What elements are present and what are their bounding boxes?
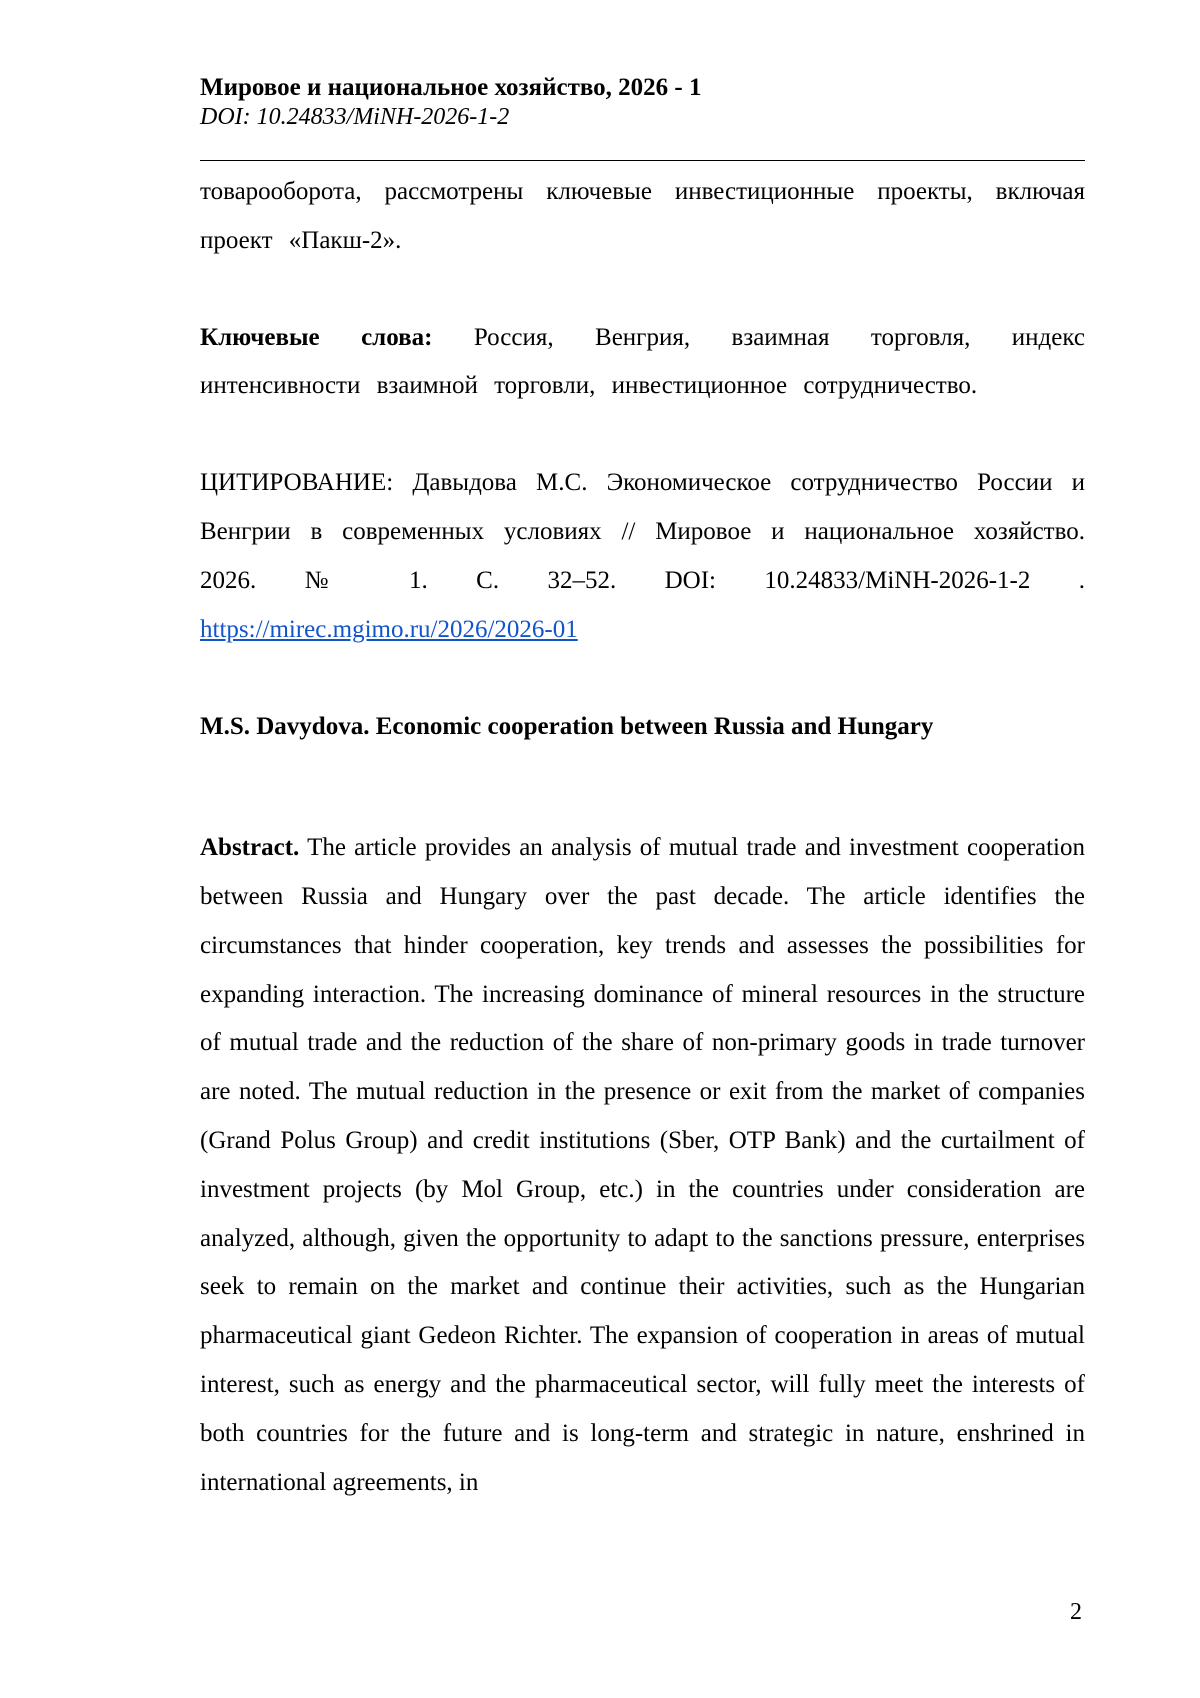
keywords-text: Россия, Венгрия, взаимная торговля, индекс интенсивности взаимной торговли, инвестиционное сотрудничество. bbox=[200, 323, 1085, 400]
keywords-label: Ключевые слова: bbox=[200, 323, 433, 351]
citation-text: ЦИТИРОВАНИЕ: Давыдова М.С. Экономическое сотрудничество России и Венгрии в современных условиях // Мировое и национальное хозяйство. 2026. № 1. С. 32–52. DOI: 10.24833/MiNH-2026-1-2 . bbox=[200, 469, 1085, 594]
abstract-text: The article provides an analysis of mutual trade and investment cooperation between Russia and Hungary over the past decade. The article identifies the circumstances that hinder cooperation, key trends and assesses the possibilities for expanding interaction. The increasing dominance of mineral resources in the structure of mutual trade and the reduction of the share of non-primary goods in trade turnover are noted. The mutual reduction in the presence or exit from the market of companies (Grand Polus Group) and credit institutions (Sber, OTP Bank) and the curtailment of investment projects (by Mol Group, etc.) in the countries under consideration are analyzed, although, given the opportunity to adapt to the sanctions pressure, enterprises seek to remain on the market and continue their activities, such as the Hungarian pharmaceutical giant Gedeon Richter. The expansion of cooperation in areas of mutual interest, such as energy and the pharmaceutical sector, will fully meet the interests of both countries for the future and is long-term and strategic in nature, enshrined in international agreements, in bbox=[200, 834, 1085, 1496]
citation bbox=[200, 459, 1085, 654]
abstract-label: Abstract. bbox=[200, 834, 300, 862]
english-article-title: M.S. Davydova. Economic cooperation between Russia and Hungary bbox=[200, 713, 934, 741]
spacer bbox=[200, 411, 1085, 459]
spacer bbox=[200, 752, 1085, 824]
spacer bbox=[200, 654, 1085, 703]
abstract-ru-continuation: товарооборота, рассмотрены ключевые инвестиционные проекты, включая проект «Пакш-2». bbox=[200, 178, 1085, 254]
abstract-en bbox=[200, 824, 1085, 1507]
keywords-ru bbox=[200, 314, 1085, 412]
page-number: 2 bbox=[1070, 1599, 1082, 1625]
page-header bbox=[200, 73, 1085, 131]
citation-link[interactable]: https://mirec.mgimo.ru/2026/2026-01 bbox=[200, 615, 578, 643]
journal-title: Мировое и национальное хозяйство, 2026 - 1 bbox=[200, 74, 702, 101]
page-body bbox=[200, 168, 1085, 1507]
header-doi: DOI: 10.24833/MiNH-2026-1-2 bbox=[200, 104, 510, 130]
header-divider bbox=[200, 160, 1085, 161]
spacer bbox=[200, 266, 1085, 314]
